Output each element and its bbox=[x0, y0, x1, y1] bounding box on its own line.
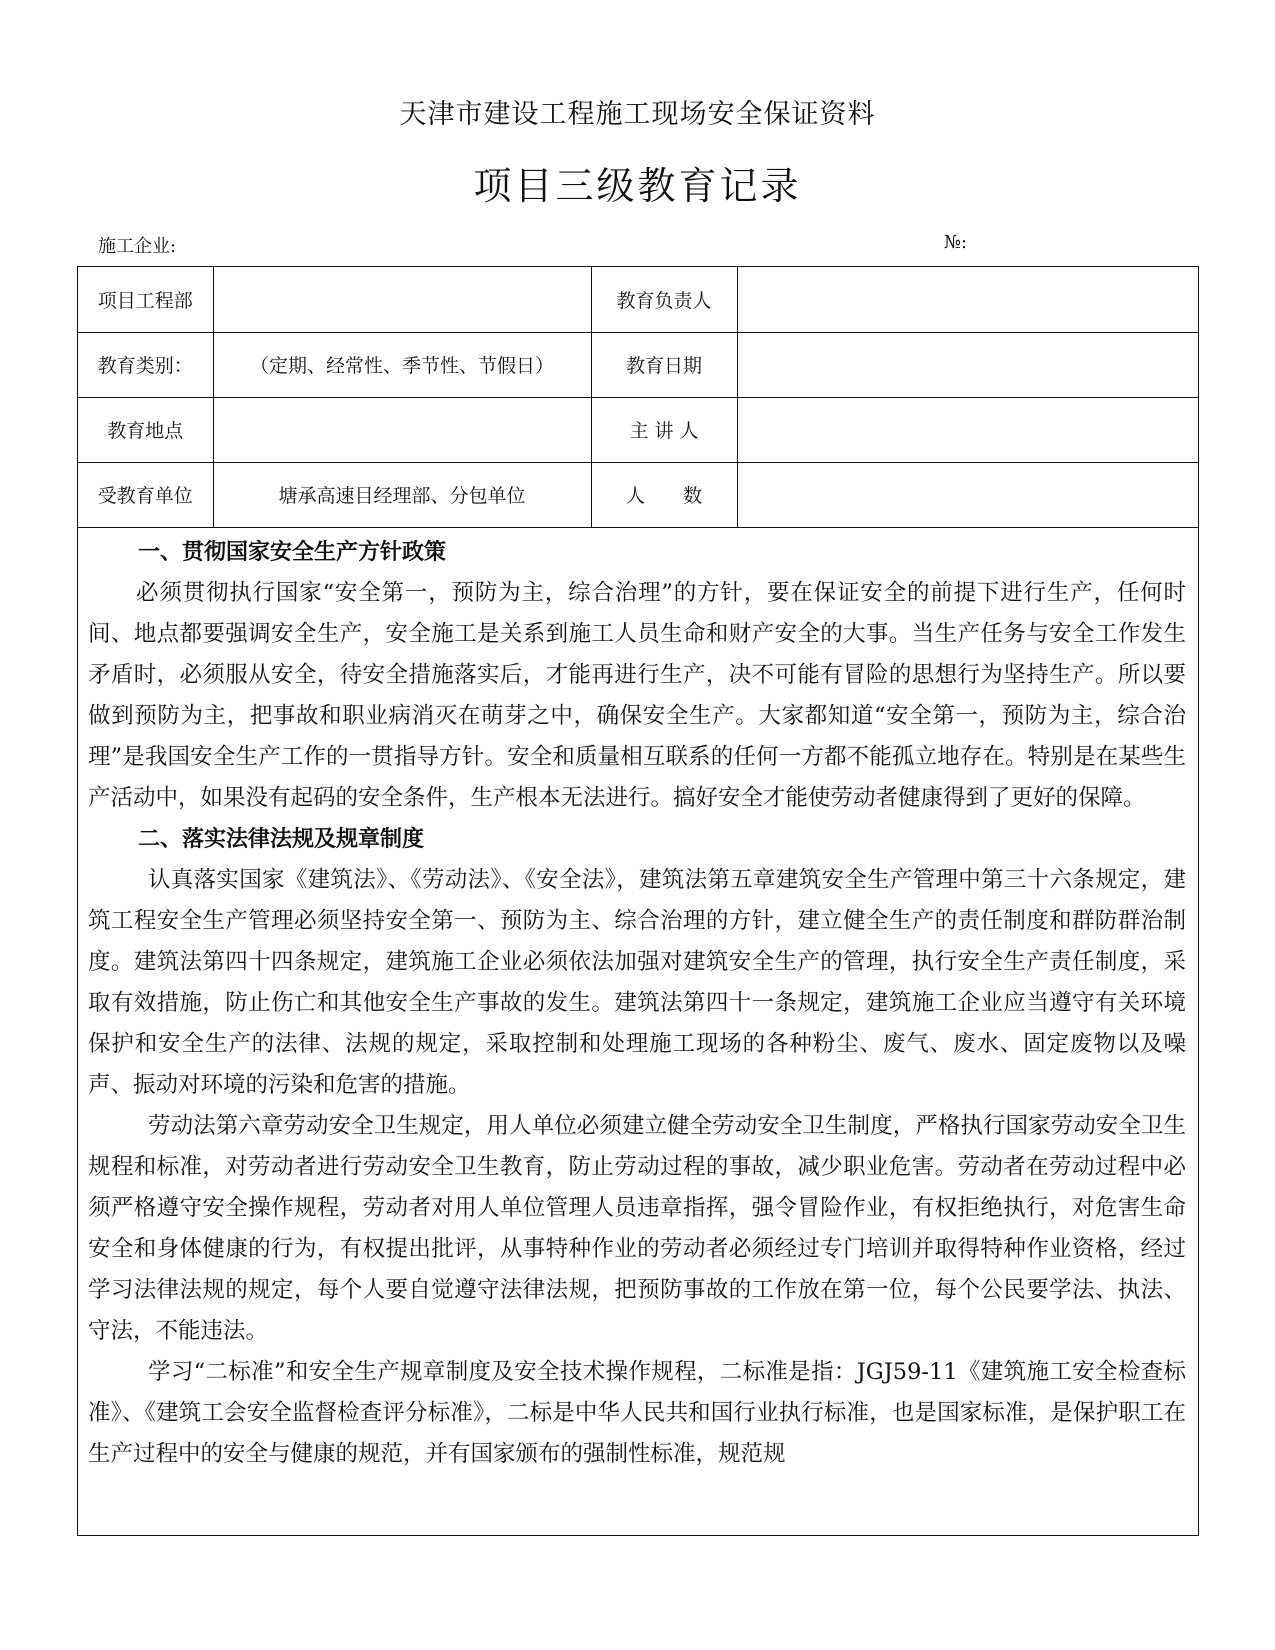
section-1-paragraph: 必须贯彻执行国家“安全第一，预防为主，综合治理”的方针，要在保证安全的前提下进行生产，任何时间、地点都要强调安全生产，安全施工是关系到施工人员生命和财产安全的大事。当生产任务与安全工作发生矛盾时，必须服从安全，待安全措施落实后，才能再进行生产，决不可能有冒险的思想行为坚持生产。所以要做到预防为主，把事故和职业病消灭在萌芽之中，确保安全生产。大家都知道“安全第一，预防为主，综合治理”是我国安全生产工作的一贯指导方针。安全和质量相互联系的任何一方都不能孤立地存在。特别是在某些生产活动中，如果没有起码的安全条件，生产根本无法进行。搞好安全才能使劳动者健康得到了更好的保障。 bbox=[88, 579, 1186, 811]
count-label: 人 数 bbox=[591, 462, 737, 527]
speaker-field[interactable] bbox=[737, 397, 1198, 462]
education-content bbox=[78, 528, 1198, 1475]
edu-date-label: 教育日期 bbox=[591, 332, 737, 397]
table-row bbox=[78, 462, 1198, 527]
section-1-title: 一、贯彻国家安全生产方针政策 bbox=[138, 539, 447, 565]
edu-lead-field[interactable] bbox=[737, 267, 1198, 332]
education-record-form bbox=[77, 266, 1199, 1536]
unit-label: 受教育单位 bbox=[78, 462, 213, 527]
edu-place-label: 教育地点 bbox=[78, 397, 213, 462]
document-title: 项目三级教育记录 bbox=[473, 164, 802, 208]
project-dept-field[interactable] bbox=[213, 267, 591, 332]
org-title: 天津市建设工程施工现场安全保证资料 bbox=[399, 99, 876, 130]
table-row bbox=[78, 267, 1198, 332]
section-2-paragraph-3: 学习“二标准”和安全生产规章制度及安全技术操作规程，二标准是指：JGJ59-11《建筑施工安全检查标准》、《建筑工会安全监督检查评分标准》，二标是中华人民共和国行业执行标准，也是国家标准，是保护职工在生产过程中的安全与健康的规范，并有国家颁布的强制性标准，规范规 bbox=[88, 1358, 1186, 1467]
count-field[interactable] bbox=[737, 462, 1198, 527]
table-row bbox=[78, 332, 1198, 397]
edu-type-field[interactable]: （定期、经常性、季节性、节假日） bbox=[213, 332, 591, 397]
section-2-paragraph-1: 认真落实国家《建筑法》、《劳动法》、《安全法》，建筑法第五章建筑安全生产管理中第三十六条规定，建筑工程安全生产管理必须坚持安全第一、预防为主、综合治理的方针，建立健全生产的责任制度和群防群治制度。建筑法第四十四条规定，建筑施工企业必须依法加强对建筑安全生产的管理，执行安全生产责任制度，采取有效措施，防止伤亡和其他安全生产事故的发生。建筑法第四十一条规定，建筑施工企业应当遵守有关环境保护和安全生产的法律、法规的规定，采取控制和处理施工现场的各种粉尘、废气、废水、固定废物以及噪声、振动对环境的污染和危害的措施。 bbox=[88, 866, 1186, 1098]
project-dept-label: 项目工程部 bbox=[78, 267, 213, 332]
unit-field[interactable]: 塘承高速目经理部、分包单位 bbox=[213, 462, 591, 527]
edu-place-field[interactable] bbox=[213, 397, 591, 462]
section-2-title: 二、落实法律法规及规章制度 bbox=[138, 826, 425, 852]
edu-type-label: 教育类别： bbox=[78, 332, 213, 397]
speaker-label: 主 讲 人 bbox=[591, 397, 737, 462]
company-label: 施工企业: bbox=[98, 236, 177, 257]
info-table bbox=[78, 267, 1198, 528]
edu-date-field[interactable] bbox=[737, 332, 1198, 397]
number-label: №: bbox=[944, 232, 968, 253]
section-2-paragraph-2: 劳动法第六章劳动安全卫生规定，用人单位必须建立健全劳动安全卫生制度，严格执行国家劳动安全卫生规程和标准，对劳动者进行劳动安全卫生教育，防止劳动过程的事故，减少职业危害。劳动者在劳动过程中必须严格遵守安全操作规程，劳动者对用人单位管理人员违章指挥，强令冒险作业，有权拒绝执行，对危害生命安全和身体健康的行为，有权提出批评，从事特种作业的劳动者必须经过专门培训并取得特种作业资格，经过学习法律法规的规定，每个人要自觉遵守法律法规，把预防事故的工作放在第一位，每个公民要学法、执法、守法，不能违法。 bbox=[88, 1112, 1186, 1344]
table-row bbox=[78, 397, 1198, 462]
edu-lead-label: 教育负责人 bbox=[591, 267, 737, 332]
